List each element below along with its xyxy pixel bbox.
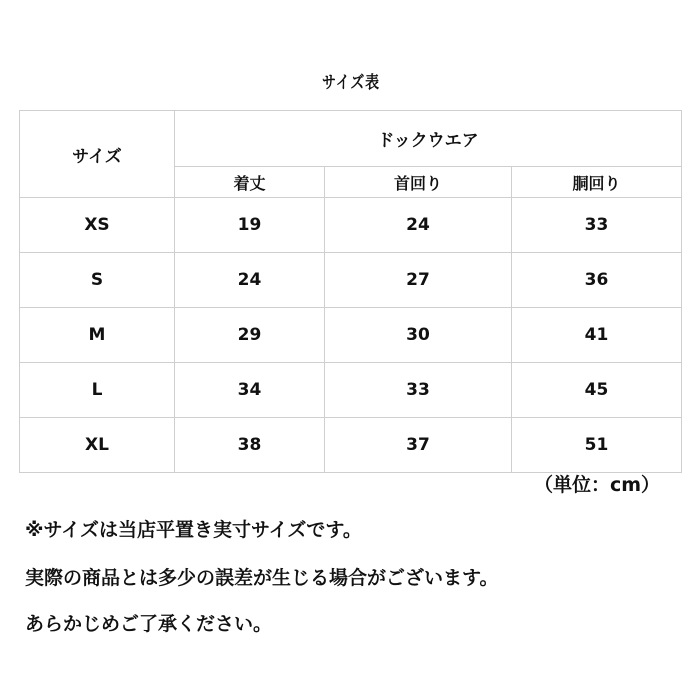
table-row bbox=[20, 308, 682, 363]
table-header-row bbox=[20, 111, 682, 167]
column-header-length: 着丈 bbox=[175, 167, 325, 198]
value-cell: 41 bbox=[512, 308, 682, 363]
value-cell: 51 bbox=[512, 418, 682, 473]
value-cell: 33 bbox=[512, 198, 682, 253]
note-line-3: あらかじめご了承ください。 bbox=[25, 613, 273, 635]
column-header-chest: 胴回り bbox=[512, 167, 682, 198]
value-cell: 37 bbox=[325, 418, 512, 473]
size-table bbox=[19, 110, 682, 473]
column-header-neck: 首回り bbox=[325, 167, 512, 198]
table-row bbox=[20, 253, 682, 308]
table-row bbox=[20, 198, 682, 253]
page-title bbox=[0, 68, 700, 93]
value-cell: 19 bbox=[175, 198, 325, 253]
note-line-1: ※サイズは当店平置き実寸サイズです。 bbox=[25, 519, 362, 541]
value-cell: 36 bbox=[512, 253, 682, 308]
value-cell: 38 bbox=[175, 418, 325, 473]
value-cell: 27 bbox=[325, 253, 512, 308]
value-cell: 24 bbox=[325, 198, 512, 253]
size-header-cell: サイズ bbox=[20, 111, 175, 198]
value-cell: 30 bbox=[325, 308, 512, 363]
size-cell: L bbox=[20, 363, 175, 418]
value-cell: 34 bbox=[175, 363, 325, 418]
title-text: サイズ表 bbox=[321, 73, 380, 93]
value-cell: 29 bbox=[175, 308, 325, 363]
size-cell: M bbox=[20, 308, 175, 363]
size-cell: S bbox=[20, 253, 175, 308]
table-row bbox=[20, 363, 682, 418]
group-header-cell: ドックウエア bbox=[175, 111, 682, 167]
table-row bbox=[20, 418, 682, 473]
note-line-2: 実際の商品とは多少の誤差が生じる場合がございます。 bbox=[25, 567, 499, 589]
unit-label: （単位：cm） bbox=[533, 474, 660, 496]
size-cell: XL bbox=[20, 418, 175, 473]
size-cell: XS bbox=[20, 198, 175, 253]
value-cell: 24 bbox=[175, 253, 325, 308]
value-cell: 45 bbox=[512, 363, 682, 418]
value-cell: 33 bbox=[325, 363, 512, 418]
